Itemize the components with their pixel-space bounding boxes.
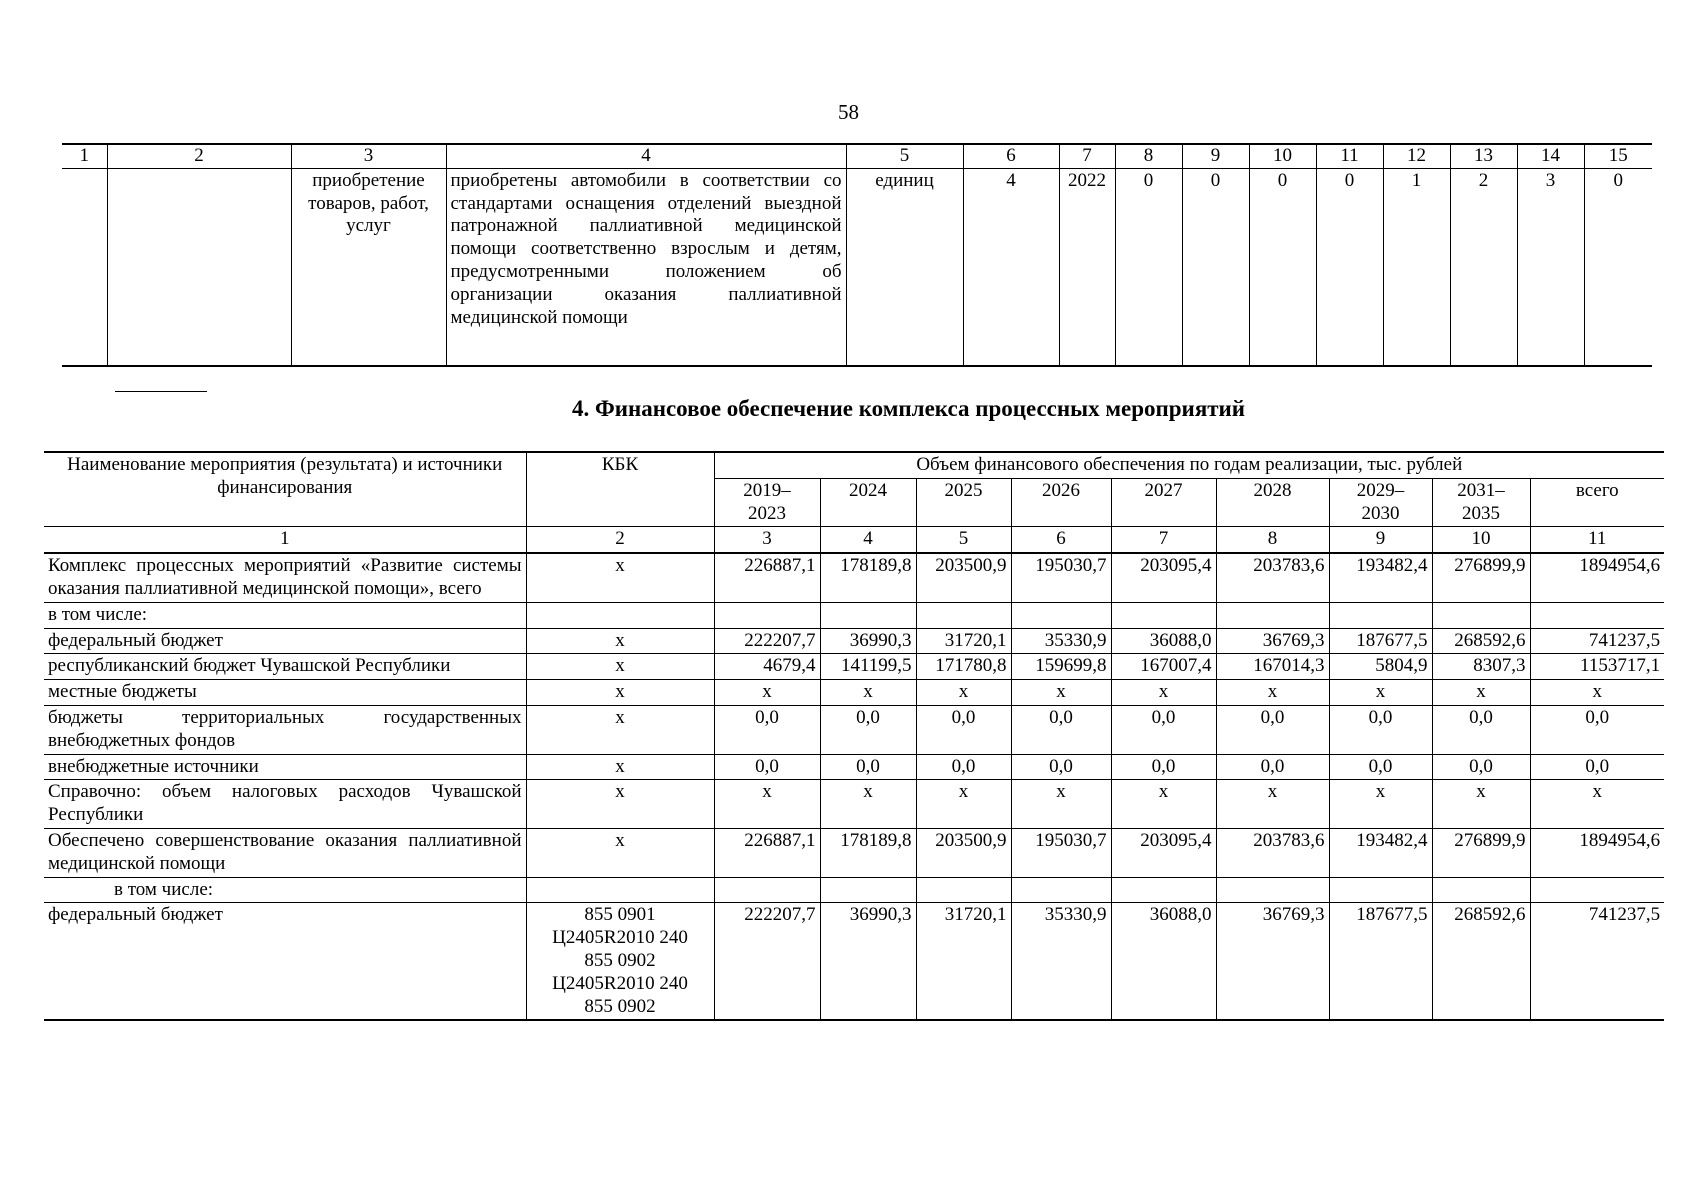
- table-row: [44, 877, 1664, 903]
- activity-table: [62, 143, 1652, 367]
- amount-cell: 0,0: [1329, 705, 1432, 754]
- table-row: [44, 705, 1664, 754]
- amount-cell: х: [1216, 780, 1329, 829]
- amount-cell: [1432, 877, 1530, 903]
- column-number: 5: [846, 144, 963, 168]
- row-name-cell: местные бюджеты: [44, 680, 526, 706]
- column-number: 4: [446, 144, 846, 168]
- row-name-cell: Обеспечено совершенствование оказания паллиативной медицинской помощи: [44, 828, 526, 877]
- amount-cell: [1111, 602, 1216, 628]
- amount-cell: 0,0: [916, 705, 1011, 754]
- amount-cell: 171780,8: [916, 654, 1011, 680]
- amount-cell: 36088,0: [1111, 628, 1216, 654]
- financing-rows: [44, 553, 1664, 1020]
- amount-cell: х: [1530, 680, 1664, 706]
- amount-cell: 0,0: [1111, 754, 1216, 780]
- year-cell: 2022: [1059, 168, 1115, 366]
- amount-cell: 0,0: [1011, 754, 1111, 780]
- amount-cell: [1111, 877, 1216, 903]
- amount-cell: 0,0: [1329, 754, 1432, 780]
- amount-cell: 1153717,1: [1530, 654, 1664, 680]
- year-header: 2027: [1111, 478, 1216, 527]
- amount-cell: 226887,1: [714, 553, 820, 602]
- value-cell: 3: [1517, 168, 1584, 366]
- amount-cell: 268592,6: [1432, 628, 1530, 654]
- amount-cell: 36990,3: [820, 628, 916, 654]
- amount-cell: х: [916, 780, 1011, 829]
- amount-cell: 178189,8: [820, 828, 916, 877]
- cell: [62, 168, 107, 366]
- amount-cell: 35330,9: [1011, 903, 1111, 1020]
- name-column-header: Наименование мероприятия (результата) и источники финансирования: [44, 452, 526, 527]
- amount-cell: х: [1111, 780, 1216, 829]
- amount-cell: 159699,8: [1011, 654, 1111, 680]
- value-cell: 0: [1584, 168, 1652, 366]
- column-number: 10: [1432, 527, 1530, 553]
- amount-cell: 1894954,6: [1530, 553, 1664, 602]
- amount-cell: х: [1432, 680, 1530, 706]
- kbk-cell: 855 0901 Ц2405R2010 240 855 0902 Ц2405R2010 240 855 0902: [526, 903, 714, 1020]
- row-name-cell: в том числе:: [44, 877, 526, 903]
- amount-cell: [1011, 877, 1111, 903]
- column-number: 1: [62, 144, 107, 168]
- column-number: 11: [1316, 144, 1383, 168]
- amount-cell: х: [1011, 780, 1111, 829]
- table-row: [44, 628, 1664, 654]
- financing-table: [44, 451, 1664, 1021]
- column-number: 7: [1059, 144, 1115, 168]
- column-number: 8: [1216, 527, 1329, 553]
- amount-cell: 0,0: [1432, 705, 1530, 754]
- table-row: [44, 754, 1664, 780]
- row-name-cell: республиканский бюджет Чувашской Республики: [44, 654, 526, 680]
- kbk-cell: [526, 602, 714, 628]
- amount-cell: 276899,9: [1432, 828, 1530, 877]
- table-row: [44, 780, 1664, 829]
- section-title: 4. Финансовое обеспечение комплекса процессных мероприятий: [571, 396, 1246, 421]
- amount-cell: 167014,3: [1216, 654, 1329, 680]
- amount-cell: 141199,5: [820, 654, 916, 680]
- value-cell: 4: [963, 168, 1059, 366]
- amount-cell: 0,0: [714, 754, 820, 780]
- amount-cell: 203783,6: [1216, 553, 1329, 602]
- column-number: 8: [1115, 144, 1182, 168]
- amount-cell: 0,0: [1530, 754, 1664, 780]
- amount-cell: 741237,5: [1530, 903, 1664, 1020]
- row-name-cell: в том числе:: [44, 602, 526, 628]
- amount-cell: 187677,5: [1329, 628, 1432, 654]
- amount-cell: 36769,3: [1216, 628, 1329, 654]
- value-cell: 2: [1450, 168, 1517, 366]
- amount-cell: [916, 602, 1011, 628]
- amount-cell: [1011, 602, 1111, 628]
- row-name-cell: Справочно: объем налоговых расходов Чувашской Республики: [44, 780, 526, 829]
- amount-cell: 193482,4: [1329, 828, 1432, 877]
- amount-cell: х: [1216, 680, 1329, 706]
- header-row: [44, 452, 1664, 478]
- amount-cell: 203095,4: [1111, 828, 1216, 877]
- value-cell: 1: [1383, 168, 1450, 366]
- kbk-cell: х: [526, 828, 714, 877]
- amount-cell: 195030,7: [1011, 553, 1111, 602]
- amount-cell: х: [820, 780, 916, 829]
- result-description-cell: приобретены автомобили в соответствии со стандартами оснащения отделений выездной патронажной паллиативной медицинской помощи соответственно взрослым и детям, предусмотренными положением об организации оказания паллиативной медицинской помощи: [446, 168, 846, 366]
- amount-cell: 0,0: [916, 754, 1011, 780]
- kbk-cell: [526, 877, 714, 903]
- table-row: [44, 903, 1664, 1020]
- row-name-cell: федеральный бюджет: [44, 903, 526, 1020]
- amount-cell: 276899,9: [1432, 553, 1530, 602]
- column-number: 3: [714, 527, 820, 553]
- column-number: 3: [291, 144, 446, 168]
- amount-cell: [1530, 877, 1664, 903]
- table-row: [44, 828, 1664, 877]
- amount-cell: х: [1530, 780, 1664, 829]
- amount-cell: 0,0: [714, 705, 820, 754]
- amount-cell: х: [1329, 680, 1432, 706]
- amount-cell: 0,0: [1432, 754, 1530, 780]
- amount-cell: 203500,9: [916, 553, 1011, 602]
- column-number: 15: [1584, 144, 1652, 168]
- amount-cell: 0,0: [1216, 705, 1329, 754]
- column-number: 7: [1111, 527, 1216, 553]
- kbk-cell: х: [526, 553, 714, 602]
- table-row: [44, 654, 1664, 680]
- kbk-cell: х: [526, 705, 714, 754]
- column-number: 6: [963, 144, 1059, 168]
- table-row: [44, 602, 1664, 628]
- amount-cell: 222207,7: [714, 628, 820, 654]
- amount-cell: 0,0: [1011, 705, 1111, 754]
- amount-cell: 0,0: [1216, 754, 1329, 780]
- amount-cell: [714, 877, 820, 903]
- year-header: 2025: [916, 478, 1011, 527]
- column-number: 9: [1182, 144, 1249, 168]
- amount-cell: 36990,3: [820, 903, 916, 1020]
- column-number: 4: [820, 527, 916, 553]
- amount-cell: 31720,1: [916, 628, 1011, 654]
- amount-cell: [1216, 602, 1329, 628]
- kbk-cell: х: [526, 754, 714, 780]
- cell: [107, 168, 291, 366]
- column-number: 10: [1249, 144, 1316, 168]
- amount-cell: х: [714, 680, 820, 706]
- amount-cell: х: [1111, 680, 1216, 706]
- table-row: [44, 553, 1664, 602]
- amount-cell: 35330,9: [1011, 628, 1111, 654]
- amount-cell: 203095,4: [1111, 553, 1216, 602]
- value-cell: 0: [1249, 168, 1316, 366]
- kbk-cell: х: [526, 780, 714, 829]
- column-number-row: [44, 527, 1664, 553]
- column-number: 11: [1530, 527, 1664, 553]
- amount-cell: х: [1011, 680, 1111, 706]
- amount-cell: х: [820, 680, 916, 706]
- table-row: [62, 168, 1652, 366]
- amount-cell: 741237,5: [1530, 628, 1664, 654]
- amount-cell: 226887,1: [714, 828, 820, 877]
- unit-cell: единиц: [846, 168, 963, 366]
- activity-type-cell: приобретение товаров, работ, услуг: [291, 168, 446, 366]
- amount-cell: 187677,5: [1329, 903, 1432, 1020]
- column-number: 5: [916, 527, 1011, 553]
- amount-cell: [1530, 602, 1664, 628]
- amount-cell: [820, 602, 916, 628]
- amount-cell: [820, 877, 916, 903]
- value-cell: 0: [1316, 168, 1383, 366]
- year-header: 2019–2023: [714, 478, 820, 527]
- column-number: 14: [1517, 144, 1584, 168]
- amount-cell: 8307,3: [1432, 654, 1530, 680]
- amount-cell: 0,0: [820, 754, 916, 780]
- year-header: 2031–2035: [1432, 478, 1530, 527]
- column-number: 1: [44, 527, 526, 553]
- column-number: 2: [526, 527, 714, 553]
- kbk-cell: х: [526, 680, 714, 706]
- column-number: 13: [1450, 144, 1517, 168]
- table-row: [44, 680, 1664, 706]
- value-cell: 0: [1115, 168, 1182, 366]
- amount-cell: 5804,9: [1329, 654, 1432, 680]
- amount-cell: 0,0: [820, 705, 916, 754]
- amount-cell: [714, 602, 820, 628]
- page-number: 58: [838, 100, 859, 124]
- year-header: 2024: [820, 478, 916, 527]
- amount-cell: х: [1432, 780, 1530, 829]
- value-cell: 0: [1182, 168, 1249, 366]
- column-number: 6: [1011, 527, 1111, 553]
- row-name-cell: Комплекс процессных мероприятий «Развитие системы оказания паллиативной медицинской помощи», всего: [44, 553, 526, 602]
- year-header: 2028: [1216, 478, 1329, 527]
- volume-column-header: Объем финансового обеспечения по годам реализации, тыс. рублей: [714, 452, 1664, 478]
- amount-cell: 31720,1: [916, 903, 1011, 1020]
- amount-cell: 193482,4: [1329, 553, 1432, 602]
- amount-cell: 203500,9: [916, 828, 1011, 877]
- amount-cell: 4679,4: [714, 654, 820, 680]
- kbk-column-header: КБК: [526, 452, 714, 527]
- footnote-separator: [115, 391, 207, 392]
- amount-cell: 36769,3: [1216, 903, 1329, 1020]
- amount-cell: 36088,0: [1111, 903, 1216, 1020]
- column-number-row: [62, 144, 1652, 168]
- amount-cell: [1329, 602, 1432, 628]
- amount-cell: 1894954,6: [1530, 828, 1664, 877]
- column-number: 2: [107, 144, 291, 168]
- amount-cell: 203783,6: [1216, 828, 1329, 877]
- column-number: 9: [1329, 527, 1432, 553]
- amount-cell: 268592,6: [1432, 903, 1530, 1020]
- amount-cell: [916, 877, 1011, 903]
- amount-cell: 0,0: [1111, 705, 1216, 754]
- year-header: 2029–2030: [1329, 478, 1432, 527]
- row-name-cell: бюджеты территориальных государственных внебюджетных фондов: [44, 705, 526, 754]
- amount-cell: [1216, 877, 1329, 903]
- amount-cell: [1329, 877, 1432, 903]
- amount-cell: 222207,7: [714, 903, 820, 1020]
- year-header: всего: [1530, 478, 1664, 527]
- kbk-cell: х: [526, 628, 714, 654]
- amount-cell: х: [916, 680, 1011, 706]
- row-name-cell: внебюджетные источники: [44, 754, 526, 780]
- amount-cell: 167007,4: [1111, 654, 1216, 680]
- year-header: 2026: [1011, 478, 1111, 527]
- row-name-cell: федеральный бюджет: [44, 628, 526, 654]
- amount-cell: [1432, 602, 1530, 628]
- amount-cell: 0,0: [1530, 705, 1664, 754]
- kbk-cell: х: [526, 654, 714, 680]
- amount-cell: х: [1329, 780, 1432, 829]
- column-number: 12: [1383, 144, 1450, 168]
- amount-cell: х: [714, 780, 820, 829]
- amount-cell: 178189,8: [820, 553, 916, 602]
- amount-cell: 195030,7: [1011, 828, 1111, 877]
